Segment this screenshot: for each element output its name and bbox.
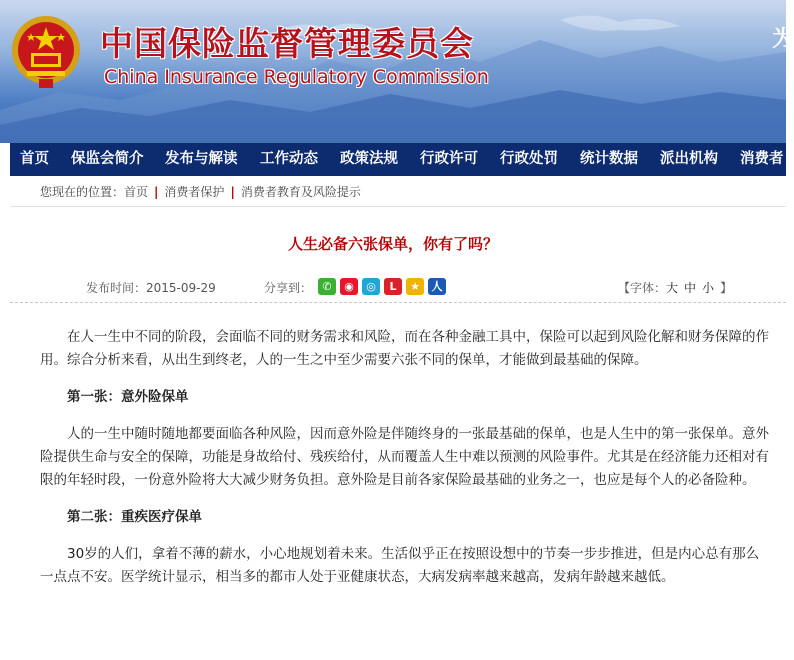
nav-item-penalty[interactable]: 行政处罚 [500, 151, 558, 167]
article-heading: 第二张：重疾医疗保单 [67, 509, 202, 525]
breadcrumb-consumer-protection[interactable]: 消费者保护 [164, 185, 225, 199]
nav-item-releases[interactable]: 发布与解读 [165, 151, 238, 167]
font-size-close: 】 [720, 281, 733, 295]
font-size-medium[interactable]: 中 [684, 281, 697, 295]
nav-item-news[interactable]: 工作动态 [260, 151, 318, 167]
nav-item-about[interactable]: 保监会简介 [71, 151, 144, 167]
site-title-cn: 中国保险监督管理委员会 [100, 24, 474, 63]
nav-item-home[interactable]: 首页 [20, 151, 49, 167]
nav-item-consumer[interactable]: 消费者 [740, 151, 784, 167]
font-size-controls [618, 279, 732, 296]
article-heading: 第一张：意外险保单 [67, 389, 189, 405]
qzone-icon[interactable]: ★ [406, 278, 424, 295]
font-size-label: 【字体： [618, 281, 667, 295]
wechat-icon[interactable]: ✆ [318, 278, 336, 295]
site-header-banner [0, 0, 794, 143]
nav-item-policy[interactable]: 政策法规 [340, 151, 398, 167]
article-body [40, 326, 770, 589]
header-corner-text: 为 [772, 27, 794, 52]
publish-label: 发布时间： [86, 281, 147, 295]
weibo-icon[interactable]: ◉ [340, 278, 358, 295]
site-title-en: China Insurance Regulatory Commission [104, 66, 489, 88]
breadcrumb-divider [10, 206, 786, 207]
breadcrumb-consumer-education[interactable]: 消费者教育及风险提示 [240, 185, 361, 199]
breadcrumb-separator-icon: | [230, 185, 235, 199]
breadcrumb-separator-icon: | [154, 185, 159, 199]
article-paragraph: 人的一生中随时随地都要面临各种风险，因而意外险是伴随终身的一张最基础的保单，也是人生中的第一张保单。意外险提供生命与安全的保障，功能是身故给付、残疾给付，从而覆盖人生中难以预测的风险事件。尤其是在经济能力还相对有限的年轻时段，一份意外险将大大减少财务负担。意外险是目前各家保险最基础的业务之一，也应是每个人的必备险种。 [40, 426, 769, 488]
nav-item-licensing[interactable]: 行政许可 [420, 151, 478, 167]
font-size-large[interactable]: 大 [666, 281, 679, 295]
meta-divider [10, 302, 786, 303]
article-title: 人生必备六张保单，你有了吗？ [287, 235, 498, 253]
publish-date: 2015-09-29 [146, 281, 216, 295]
breadcrumb-home[interactable]: 首页 [124, 185, 149, 199]
article-paragraph: 30岁的人们，拿着不薄的薪水，小心地规划着未来。生活似乎正在按照设想中的节奏一步步推进，但是内心总有那么一点点不安。医学统计显示，相当多的都市人处于亚健康状态，大病发病率越来越高，发病年龄越来越低。 [40, 546, 760, 585]
kaixin-icon[interactable]: 人 [428, 278, 446, 295]
publish-info [86, 279, 216, 296]
nav-item-branches[interactable]: 派出机构 [660, 151, 718, 167]
main-nav [10, 143, 786, 176]
renren-icon[interactable]: L [384, 278, 402, 295]
font-size-small[interactable]: 小 [702, 281, 715, 295]
tencent-weibo-icon[interactable]: ◎ [362, 278, 380, 295]
article-paragraph: 在人一生中不同的阶段，会面临不同的财务需求和风险，而在各种金融工具中，保险可以起到风险化解和财务保障的作用。综合分析来看，从出生到终老，人的一生之中至少需要六张不同的保单，才能做到最基础的保障。 [40, 329, 769, 368]
breadcrumb-prefix: 您现在的位置： [40, 185, 125, 199]
national-emblem-icon [9, 13, 83, 91]
share-label: 分享到： [264, 281, 313, 295]
nav-item-statistics[interactable]: 统计数据 [580, 151, 638, 167]
breadcrumb [40, 183, 361, 200]
